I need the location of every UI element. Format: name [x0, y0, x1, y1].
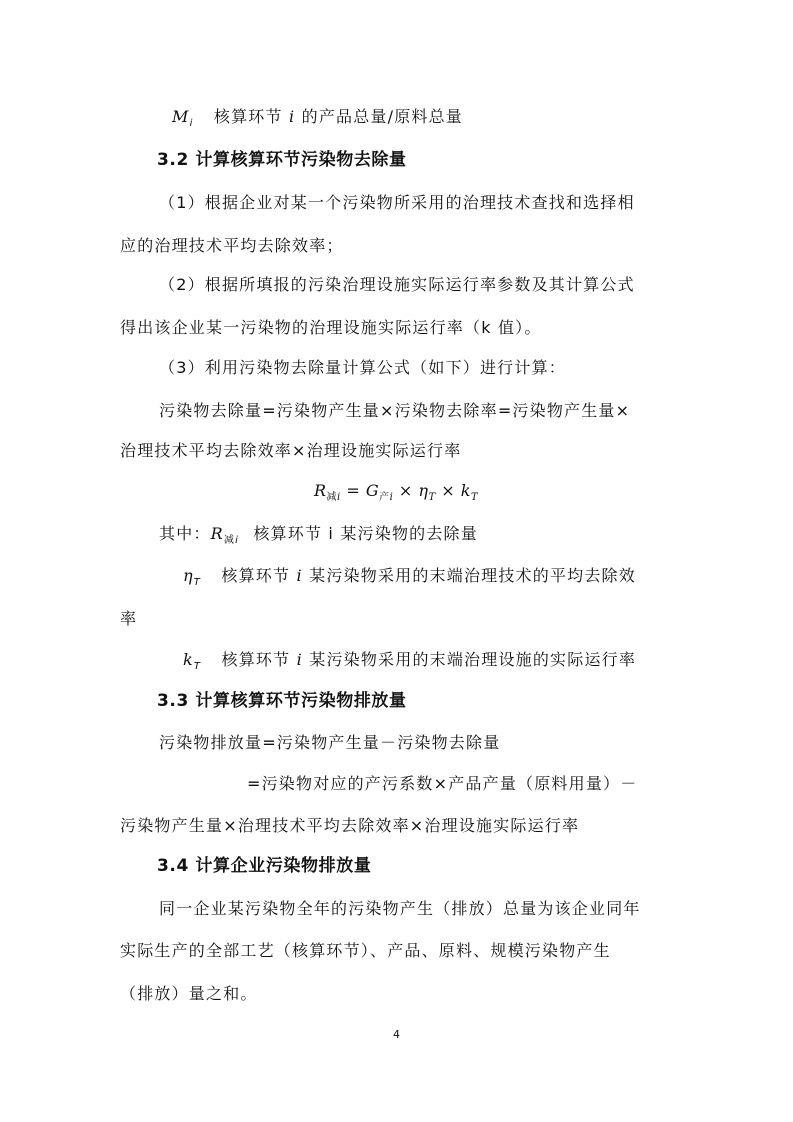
definition-k-text-a: 核算环节 — [221, 650, 291, 669]
step2-line2: 得出该企业某一污染物的治理设施实际运行率（k 值）。 — [120, 318, 542, 337]
page-number: 4 — [393, 1028, 400, 1041]
symbol-m: M — [172, 107, 190, 126]
where-r — [159, 524, 478, 547]
formula-r: R — [314, 481, 327, 500]
equation-text-line2: 治理技术平均去除效率×治理设施实际运行率 — [120, 441, 462, 460]
symbol-eta: η — [183, 566, 194, 585]
formula-k-sub: T — [470, 492, 479, 503]
where-r-desc: 核算环节 i 某污染物的去除量 — [253, 524, 478, 543]
definition-eta-text-i: i — [296, 566, 303, 585]
definition-k — [183, 650, 636, 673]
where-r-symbol: R — [210, 524, 224, 543]
definition-k-text-i: i — [296, 650, 303, 669]
where-r-sub-i: i — [235, 535, 240, 546]
symbol-eta-sub: T — [193, 577, 202, 588]
section-heading-3-3: 3.3 计算核算环节污染物排放量 — [157, 691, 407, 711]
symbol-k: k — [183, 650, 194, 669]
step1-line2: 应的治理技术平均去除效率； — [120, 236, 344, 255]
formula-eta-sub: T — [428, 492, 436, 503]
enterprise-line2: 实际生产的全部工艺（核算环节）、产品、原料、规模污染物产生 — [120, 941, 611, 960]
definition-eta — [183, 566, 636, 589]
formula-r-sub-cn: 减 — [326, 492, 338, 503]
formula-g-sub-cn: 产 — [379, 492, 390, 503]
enterprise-line3: （排放）量之和。 — [120, 984, 258, 1003]
symbol-m-subscript: i — [189, 118, 194, 129]
definition-eta-text-a: 核算环节 — [221, 566, 291, 585]
definition-m-text-i: i — [288, 107, 296, 126]
removal-formula — [314, 481, 478, 504]
where-prefix: 其中： — [159, 524, 211, 543]
discharge-line1: 污染物排放量=污染物产生量－污染物去除量 — [159, 733, 501, 752]
section-heading-3-4: 3.4 计算企业污染物排放量 — [157, 856, 372, 876]
enterprise-line1: 同一企业某污染物全年的污染物产生（排放）总量为该企业同年 — [159, 899, 641, 918]
definition-eta-text-b: 某污染物采用的末端治理技术的平均去除效 — [309, 566, 636, 585]
definition-k-text-b: 某污染物采用的末端治理设施的实际运行率 — [309, 650, 637, 669]
definition-m — [172, 107, 463, 130]
discharge-line2: =污染物对应的产污系数×产品产量（原料用量）－ — [247, 774, 638, 793]
formula-r-sub-i: i — [337, 492, 341, 503]
symbol-k-sub: T — [193, 661, 202, 672]
equation-text-line1: 污染物去除量=污染物产生量×污染物去除率=污染物产生量× — [159, 401, 631, 420]
discharge-line3: 污染物产生量×治理技术平均去除效率×治理设施实际运行率 — [120, 816, 580, 835]
formula-equals: = — [340, 481, 366, 500]
definition-m-text-a: 核算环节 — [213, 107, 283, 126]
definition-m-text-b: 的产品总量/原料总量 — [301, 107, 464, 126]
formula-g-sub-i: i — [389, 492, 394, 503]
formula-times-1: × — [393, 481, 419, 500]
formula-k: k — [460, 481, 471, 500]
step2-line1: （2）根据所填报的污染治理设施实际运行率参数及其计算公式 — [159, 275, 635, 294]
section-heading-3-2: 3.2 计算核算环节污染物去除量 — [157, 150, 407, 170]
definition-eta-wrap: 率 — [120, 609, 138, 628]
formula-g: G — [365, 481, 380, 500]
formula-times-2: × — [435, 481, 461, 500]
step1-line1: （1）根据企业对某一个污染物所采用的治理技术查找和选择相 — [159, 193, 635, 212]
step3: （3）利用污染物去除量计算公式（如下）进行计算： — [159, 358, 566, 377]
where-r-sub-cn: 减 — [223, 535, 236, 546]
formula-eta: η — [418, 481, 429, 500]
